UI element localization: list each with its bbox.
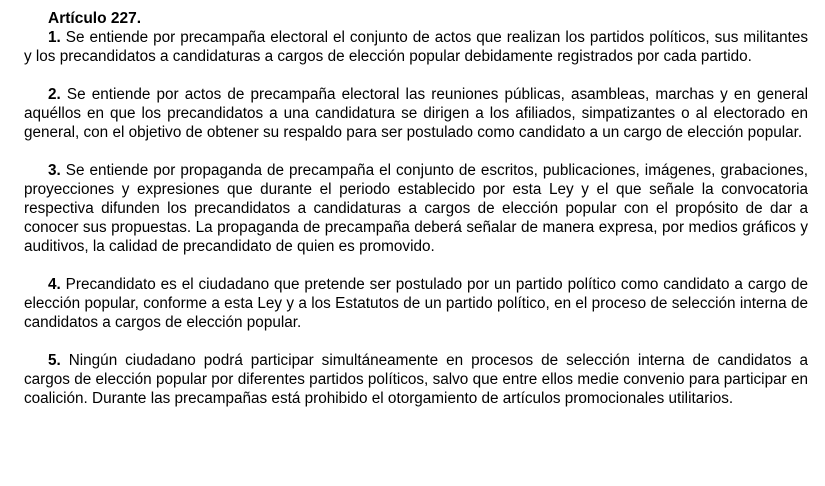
paragraph-3 [24,161,808,256]
paragraph-text: Se entiende por actos de precampaña electoral las reuniones públicas, asambleas, marchas y en general aquéllos en que los precandidatos a una candidatura se dirigen a los afiliados, simpatizantes o al electorado en general, con el objetivo de obtener su respaldo para ser postulado como candidato a un cargo de elección popular. [24,86,808,141]
paragraph-5 [24,351,808,408]
paragraph-text: Precandidato es el ciudadano que pretende ser postulado por un partido político como candidato a cargo de elección popular, conforme a esta Ley y a los Estatutos de un partido político, en el proceso de selección interna de candidatos a cargos de elección popular. [24,276,808,331]
paragraph-4 [24,275,808,332]
paragraph-number: 5. [48,352,61,369]
paragraph-2 [24,85,808,142]
paragraph-1 [24,28,808,66]
document-page [24,9,808,408]
paragraph-number: 3. [48,162,61,179]
paragraph-number: 2. [48,86,61,103]
paragraph-number: 1. [48,29,61,46]
paragraph-text: Se entiende por propaganda de precampaña el conjunto de escritos, publicaciones, imágenes, grabaciones, proyecciones y expresiones que durante el periodo establecido por esta Ley y el que señale la convocatoria respectiva difunden los precandidatos a candidaturas a cargos de elección popular con el propósito de dar a conocer sus propuestas. La propaganda de precampaña deberá señalar de manera expresa, por medios gráficos y auditivos, la calidad de precandidato de quien es promovido. [24,162,808,255]
paragraph-number: 4. [48,276,61,293]
article-title: Artículo 227. [48,10,142,27]
paragraph-text: Ningún ciudadano podrá participar simultáneamente en procesos de selección interna de candidatos a cargos de elección popular por diferentes partidos políticos, salvo que entre ellos medie convenio para participar en coalición. Durante las precampañas está prohibido el otorgamiento de artículos promocionales utilitarios. [24,352,808,407]
paragraph-text: Se entiende por precampaña electoral el conjunto de actos que realizan los partidos políticos, sus militantes y los precandidatos a candidaturas a cargos de elección popular debidamente registrados por cada partido. [24,29,808,65]
